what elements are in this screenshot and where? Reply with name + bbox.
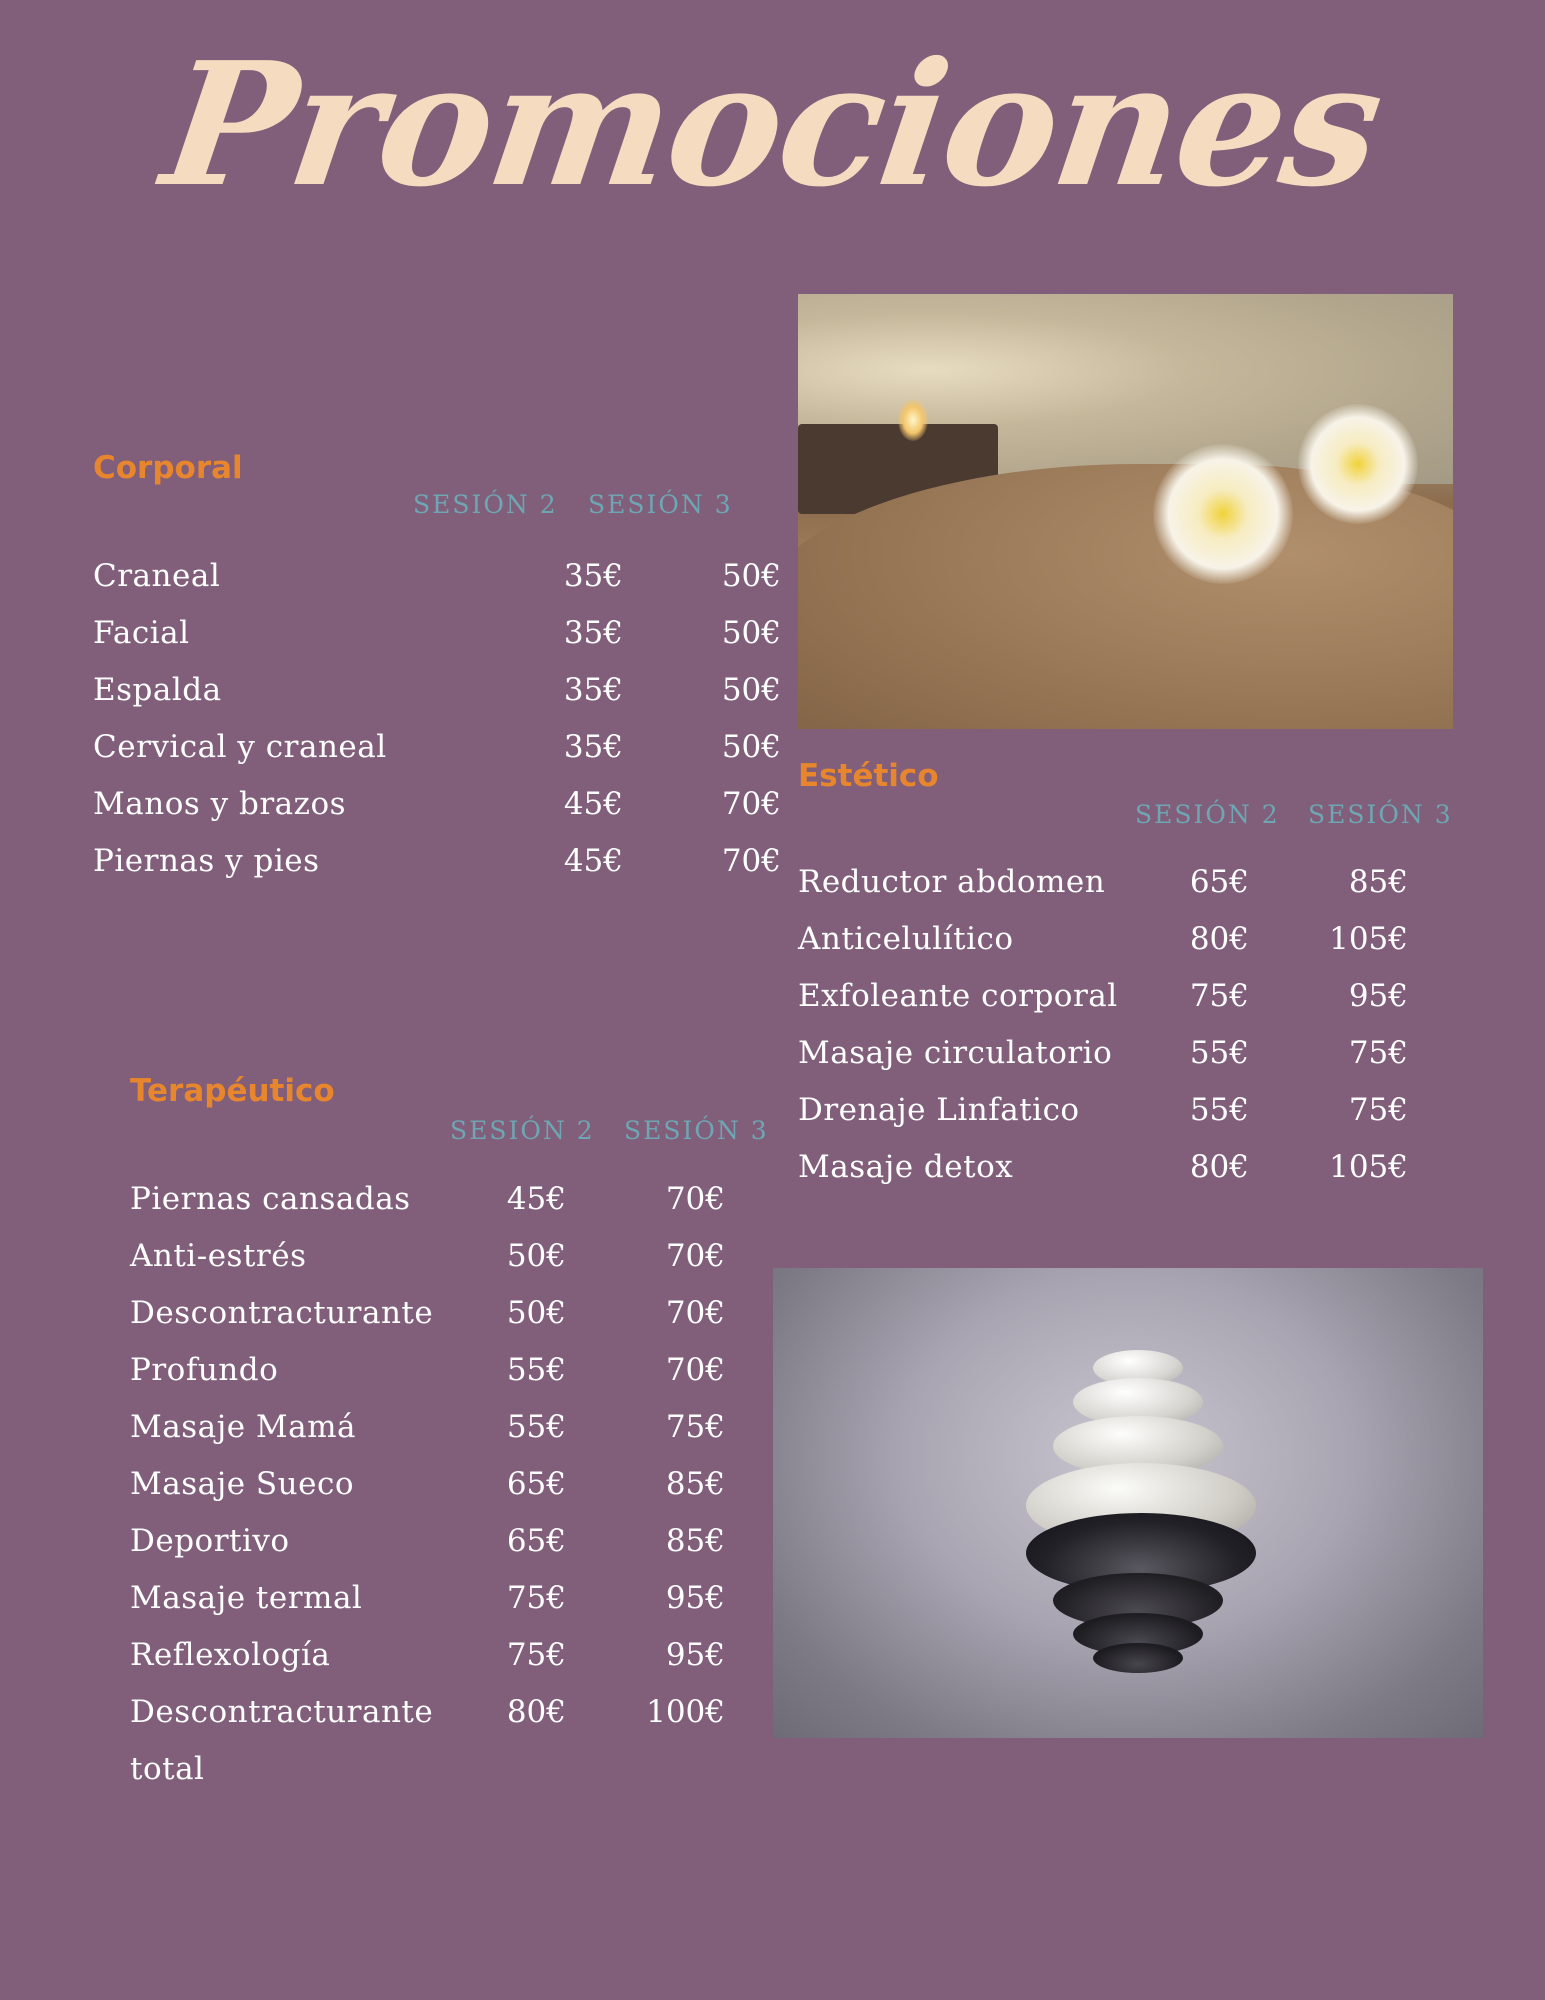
price-session-2: 35€ xyxy=(563,558,623,594)
price-session-2: 55€ xyxy=(506,1409,566,1445)
price-session-3: 95€ xyxy=(665,1637,725,1673)
treatment-name: Descontracturante xyxy=(130,1694,434,1730)
treatment-name: Exfoleante corporal xyxy=(798,978,1118,1014)
spa-towel-flowers-photo xyxy=(798,294,1453,729)
page-title: Promociones xyxy=(152,25,1393,225)
price-row xyxy=(130,1342,790,1399)
zen-stones-photo xyxy=(773,1268,1483,1738)
treatment-name: Manos y brazos xyxy=(93,786,347,822)
price-session-2: 80€ xyxy=(1189,921,1249,957)
price-session-2: 50€ xyxy=(506,1238,566,1274)
candle-icon xyxy=(898,399,928,441)
price-list-corporal xyxy=(93,548,781,890)
treatment-name: Anticelulítico xyxy=(798,921,1014,957)
flower-icon xyxy=(1298,404,1418,524)
price-row xyxy=(130,1228,790,1285)
price-session-2: 35€ xyxy=(563,672,623,708)
price-session-3: 70€ xyxy=(665,1295,725,1331)
price-list-terapeutico xyxy=(130,1171,790,1798)
price-session-3: 50€ xyxy=(721,672,781,708)
price-session-2: 45€ xyxy=(563,843,623,879)
price-row xyxy=(798,1082,1458,1139)
column-header-session-2: SESIÓN 2 xyxy=(413,490,558,519)
section-title-corporal: Corporal xyxy=(93,450,243,486)
price-session-2: 65€ xyxy=(1189,864,1249,900)
price-session-3: 85€ xyxy=(1348,864,1408,900)
treatment-name: Facial xyxy=(93,615,190,651)
price-row xyxy=(93,719,781,776)
column-header-session-2: SESIÓN 2 xyxy=(450,1116,595,1145)
treatment-name: Reductor abdomen xyxy=(798,864,1106,900)
price-session-3: 75€ xyxy=(665,1409,725,1445)
price-session-2: 80€ xyxy=(506,1694,566,1730)
treatment-name: Masaje termal xyxy=(130,1580,363,1616)
price-row xyxy=(130,1513,790,1570)
treatment-name: Profundo xyxy=(130,1352,279,1388)
treatment-name: Masaje Sueco xyxy=(130,1466,354,1502)
flower-icon xyxy=(1153,444,1293,584)
treatment-name: Anti-estrés xyxy=(130,1238,307,1274)
treatment-name: Piernas y pies xyxy=(93,843,320,879)
price-session-2: 50€ xyxy=(506,1295,566,1331)
price-row xyxy=(798,1139,1458,1196)
price-session-3: 105€ xyxy=(1329,921,1408,957)
price-row xyxy=(130,1456,790,1513)
column-header-session-3: SESIÓN 3 xyxy=(1308,800,1453,829)
price-session-3: 50€ xyxy=(721,615,781,651)
price-row xyxy=(130,1570,790,1627)
price-row xyxy=(798,1025,1458,1082)
price-session-3: 85€ xyxy=(665,1466,725,1502)
price-session-3: 75€ xyxy=(1348,1035,1408,1071)
price-row xyxy=(130,1684,790,1741)
column-header-session-3: SESIÓN 3 xyxy=(624,1116,769,1145)
treatment-name: Deportivo xyxy=(130,1523,290,1559)
treatment-name: Piernas cansadas xyxy=(130,1181,411,1217)
price-row xyxy=(130,1741,790,1798)
price-session-2: 55€ xyxy=(506,1352,566,1388)
section-title-terapeutico: Terapéutico xyxy=(130,1073,335,1109)
price-session-3: 70€ xyxy=(665,1352,725,1388)
price-session-3: 75€ xyxy=(1348,1092,1408,1128)
price-session-3: 50€ xyxy=(721,729,781,765)
price-session-2: 75€ xyxy=(1189,978,1249,1014)
treatment-name: Reflexología xyxy=(130,1637,331,1673)
price-row xyxy=(93,605,781,662)
price-row xyxy=(93,662,781,719)
price-row xyxy=(130,1285,790,1342)
section-corporal xyxy=(93,450,781,890)
price-row xyxy=(798,854,1458,911)
price-session-2: 55€ xyxy=(1189,1035,1249,1071)
price-row xyxy=(93,548,781,605)
price-session-2: 75€ xyxy=(506,1580,566,1616)
price-row xyxy=(798,911,1458,968)
column-header-session-2: SESIÓN 2 xyxy=(1135,800,1280,829)
price-session-2: 35€ xyxy=(563,729,623,765)
price-session-2: 55€ xyxy=(1189,1092,1249,1128)
treatment-name: Craneal xyxy=(93,558,221,594)
price-session-2: 45€ xyxy=(506,1181,566,1217)
price-session-2: 45€ xyxy=(563,786,623,822)
price-session-3: 70€ xyxy=(665,1238,725,1274)
price-row xyxy=(130,1627,790,1684)
price-row xyxy=(93,833,781,890)
treatment-name: Drenaje Linfatico xyxy=(798,1092,1080,1128)
section-terapeutico xyxy=(130,1073,790,1813)
price-list-estetico xyxy=(798,854,1458,1196)
price-session-2: 65€ xyxy=(506,1466,566,1502)
price-session-2: 75€ xyxy=(506,1637,566,1673)
price-row xyxy=(798,968,1458,1025)
section-estetico xyxy=(798,758,1458,1198)
treatment-name: Espalda xyxy=(93,672,222,708)
price-session-3: 95€ xyxy=(1348,978,1408,1014)
price-row xyxy=(130,1171,790,1228)
treatment-name: Masaje detox xyxy=(798,1149,1014,1185)
treatment-name: Descontracturante xyxy=(130,1295,434,1331)
treatment-name: total xyxy=(130,1751,205,1787)
price-session-3: 95€ xyxy=(665,1580,725,1616)
price-session-2: 80€ xyxy=(1189,1149,1249,1185)
price-session-3: 85€ xyxy=(665,1523,725,1559)
price-session-2: 35€ xyxy=(563,615,623,651)
treatment-name: Cervical y craneal xyxy=(93,729,387,765)
treatment-name: Masaje Mamá xyxy=(130,1409,357,1445)
price-session-3: 105€ xyxy=(1329,1149,1408,1185)
price-session-3: 70€ xyxy=(721,843,781,879)
column-header-session-3: SESIÓN 3 xyxy=(588,490,733,519)
price-row xyxy=(93,776,781,833)
price-session-3: 70€ xyxy=(665,1181,725,1217)
price-session-3: 70€ xyxy=(721,786,781,822)
price-session-3: 50€ xyxy=(721,558,781,594)
price-session-3: 100€ xyxy=(646,1694,725,1730)
price-row xyxy=(130,1399,790,1456)
section-title-estetico: Estético xyxy=(798,758,939,794)
price-session-2: 65€ xyxy=(506,1523,566,1559)
treatment-name: Masaje circulatorio xyxy=(798,1035,1113,1071)
